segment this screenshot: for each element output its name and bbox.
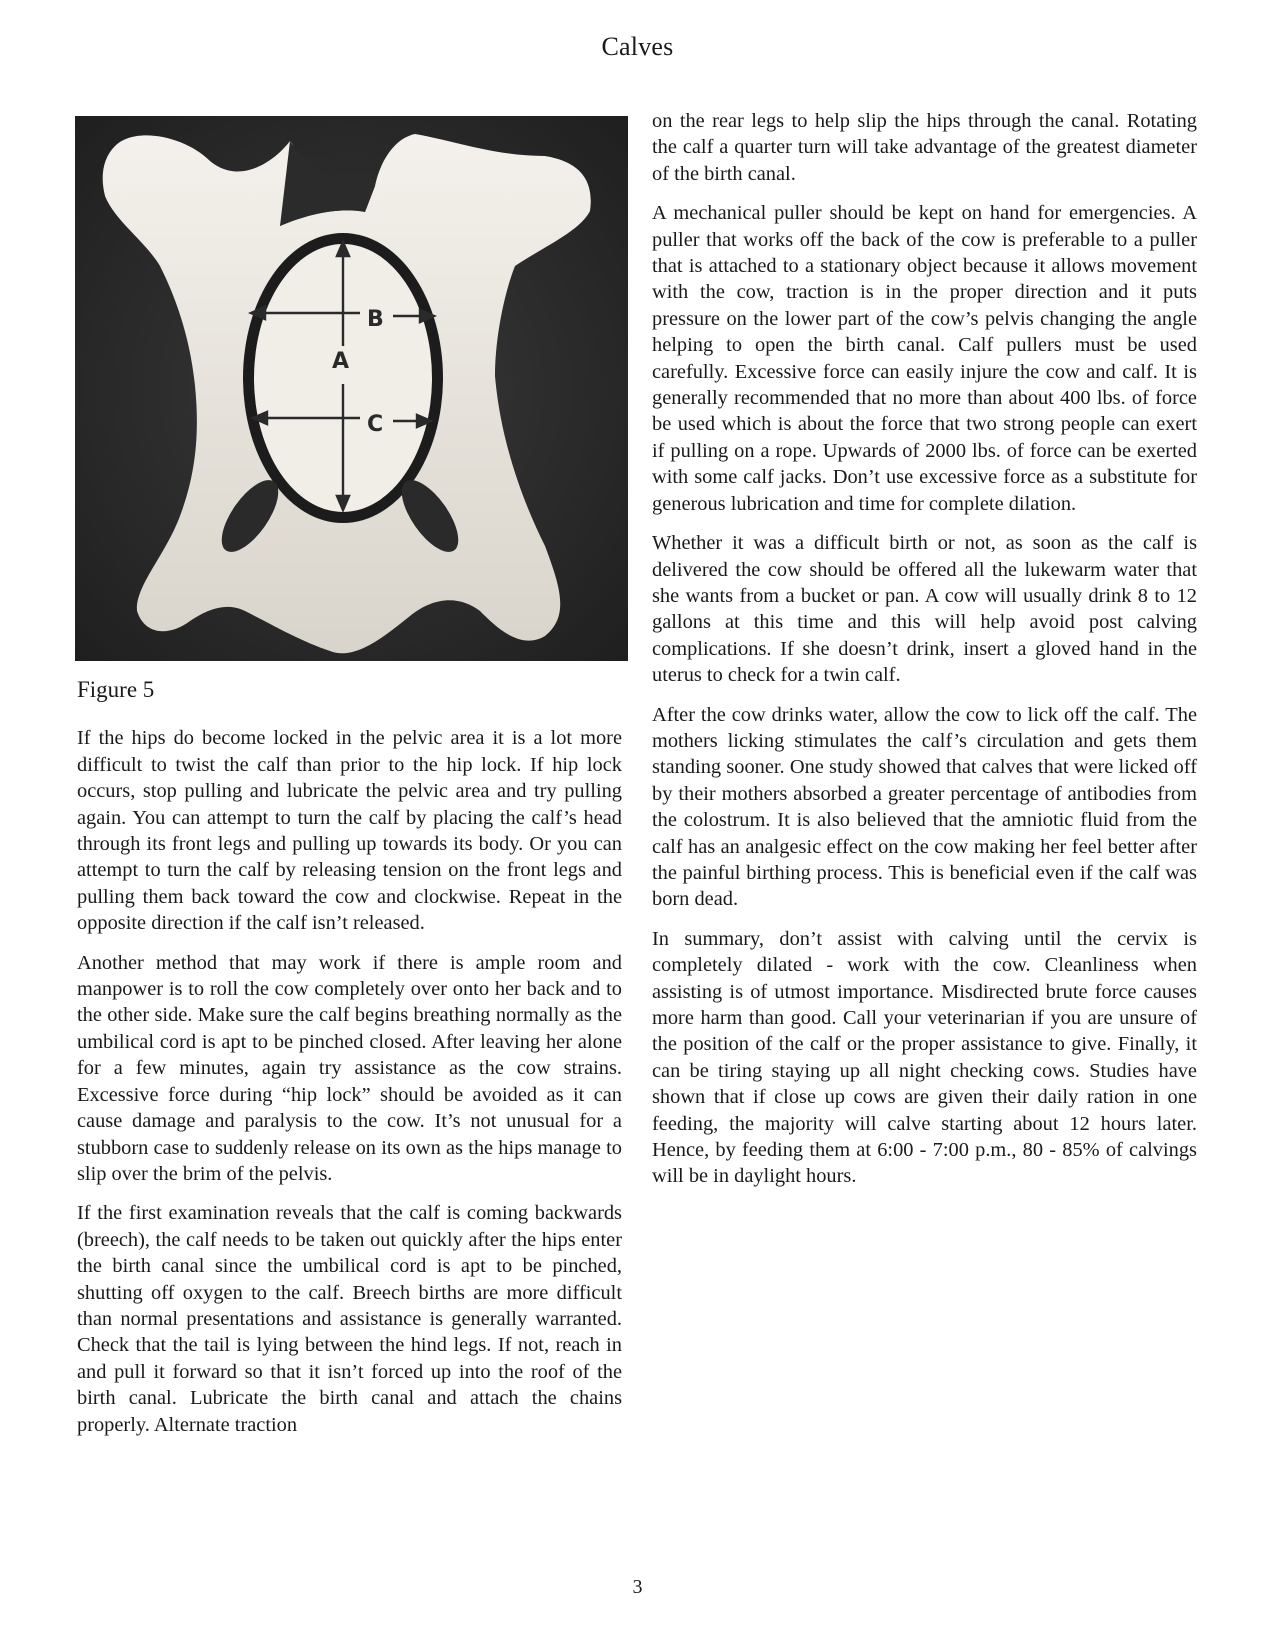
right-column bbox=[652, 108, 1197, 1203]
right-paragraph-5: In summary, don’t assist with calving until the cervix is completely dilated - work with the cow. Cleanliness when assisting is of utmost importance. Misdirected brute force causes more harm than good. Call your veterinarian if you are unsure of the position of the calf or the proper assistance to give. Finally, it can be tiring staying up all night checking cows. Studies have shown that if close up cows are given their daily ration in one feeding, the majority will calve starting about 12 hours later. Hence, by feeding them at 6:00 - 7:00 p.m., 80 - 85% of calvings will be in daylight hours. bbox=[652, 927, 1197, 1188]
left-column bbox=[77, 108, 622, 1451]
label-c: C bbox=[367, 412, 384, 437]
right-paragraph-1: on the rear legs to help slip the hips through the canal. Rotating the calf a quarter turn will take advantage of the greatest diameter of the birth canal. bbox=[652, 110, 1197, 185]
label-b: B bbox=[367, 307, 384, 332]
label-a: A bbox=[332, 349, 350, 374]
pelvis-figure bbox=[75, 116, 628, 661]
pelvis-illustration bbox=[75, 116, 628, 661]
right-paragraph-4: After the cow drinks water, allow the cow to lick off the calf. The mothers licking stimulates the calf’s circulation and gets them standing sooner. One study showed that calves that were licked off by their mothers absorbed a greater percentage of antibodies from the colostrum. It is also believed that the amniotic fluid from the calf has an analgesic effect on the cow making her feel better after the painful birthing process. This is beneficial even if the calf was born dead. bbox=[652, 703, 1197, 911]
right-paragraph-2: A mechanical puller should be kept on hand for emergencies. A puller that works off the back of the cow is preferable to a puller that is attached to a stationary object because it allows movement with the cow, traction is in the proper direction and it puts pressure on the lower part of the cow’s pelvis changing the angle helping to open the birth canal. Calf pullers must be used carefully. Excessive force can easily injure the cow and calf. It is generally recommended that no more than about 400 lbs. of force be used which is about the force that two strong people can exert if pulling on a rope. Upwards of 2000 lbs. of force can be exerted with some calf jacks. Don’t use excessive force as a substitute for generous lubrication and time for complete dilation. bbox=[652, 202, 1197, 515]
left-paragraph-3: If the first examination reveals that the calf is coming backwards (breech), the calf needs to be taken out quickly after the hips enter the birth canal since the umbilical cord is apt to be pinched, shutting off oxygen to the calf. Breech births are more difficult than normal presentations and assistance is generally warranted. Check that the tail is lying between the hind legs. If not, reach in and pull it forward so that it isn’t forced up into the roof of the birth canal. Lubricate the birth canal and attach the chains properly. Alternate traction bbox=[77, 1202, 622, 1436]
right-paragraph-3: Whether it was a difficult birth or not, as soon as the calf is delivered the cow should be offered all the lukewarm water that she wants from a bucket or pan. A cow will usually drink 8 to 12 gallons at this time and this will help avoid post calving complications. If she doesn’t drink, insert a gloved hand in the uterus to check for a twin calf. bbox=[652, 532, 1197, 687]
left-paragraph-2: Another method that may work if there is ample room and manpower is to roll the cow completely over onto her back and to the other side. Make sure the calf begins breathing normally as the umbilical cord is apt to be pinched closed. After leaving her alone for a few minutes, again try assistance as the cow strains. Excessive force during “hip lock” should be avoided as it can cause damage and paralysis to the cow. It’s not unusual for a stubborn case to suddenly release on its own as the hips manage to slip over the brim of the pelvis. bbox=[77, 951, 622, 1185]
page-number: 3 bbox=[632, 1576, 643, 1598]
figure-caption: Figure 5 bbox=[77, 677, 155, 702]
running-head-title: Calves bbox=[601, 32, 674, 61]
left-paragraph-1: If the hips do become locked in the pelvic area it is a lot more difficult to twist the calf than prior to the hip lock. If hip lock occurs, stop pulling and lubricate the pelvic area and try pulling again. You can attempt to turn the calf by placing the calf’s head through its front legs and pulling up towards its body. Or you can attempt to turn the calf by releasing tension on the front legs and pulling them back toward the cow and clockwise. Repeat in the opposite direction if the calf isn’t released. bbox=[77, 727, 622, 935]
